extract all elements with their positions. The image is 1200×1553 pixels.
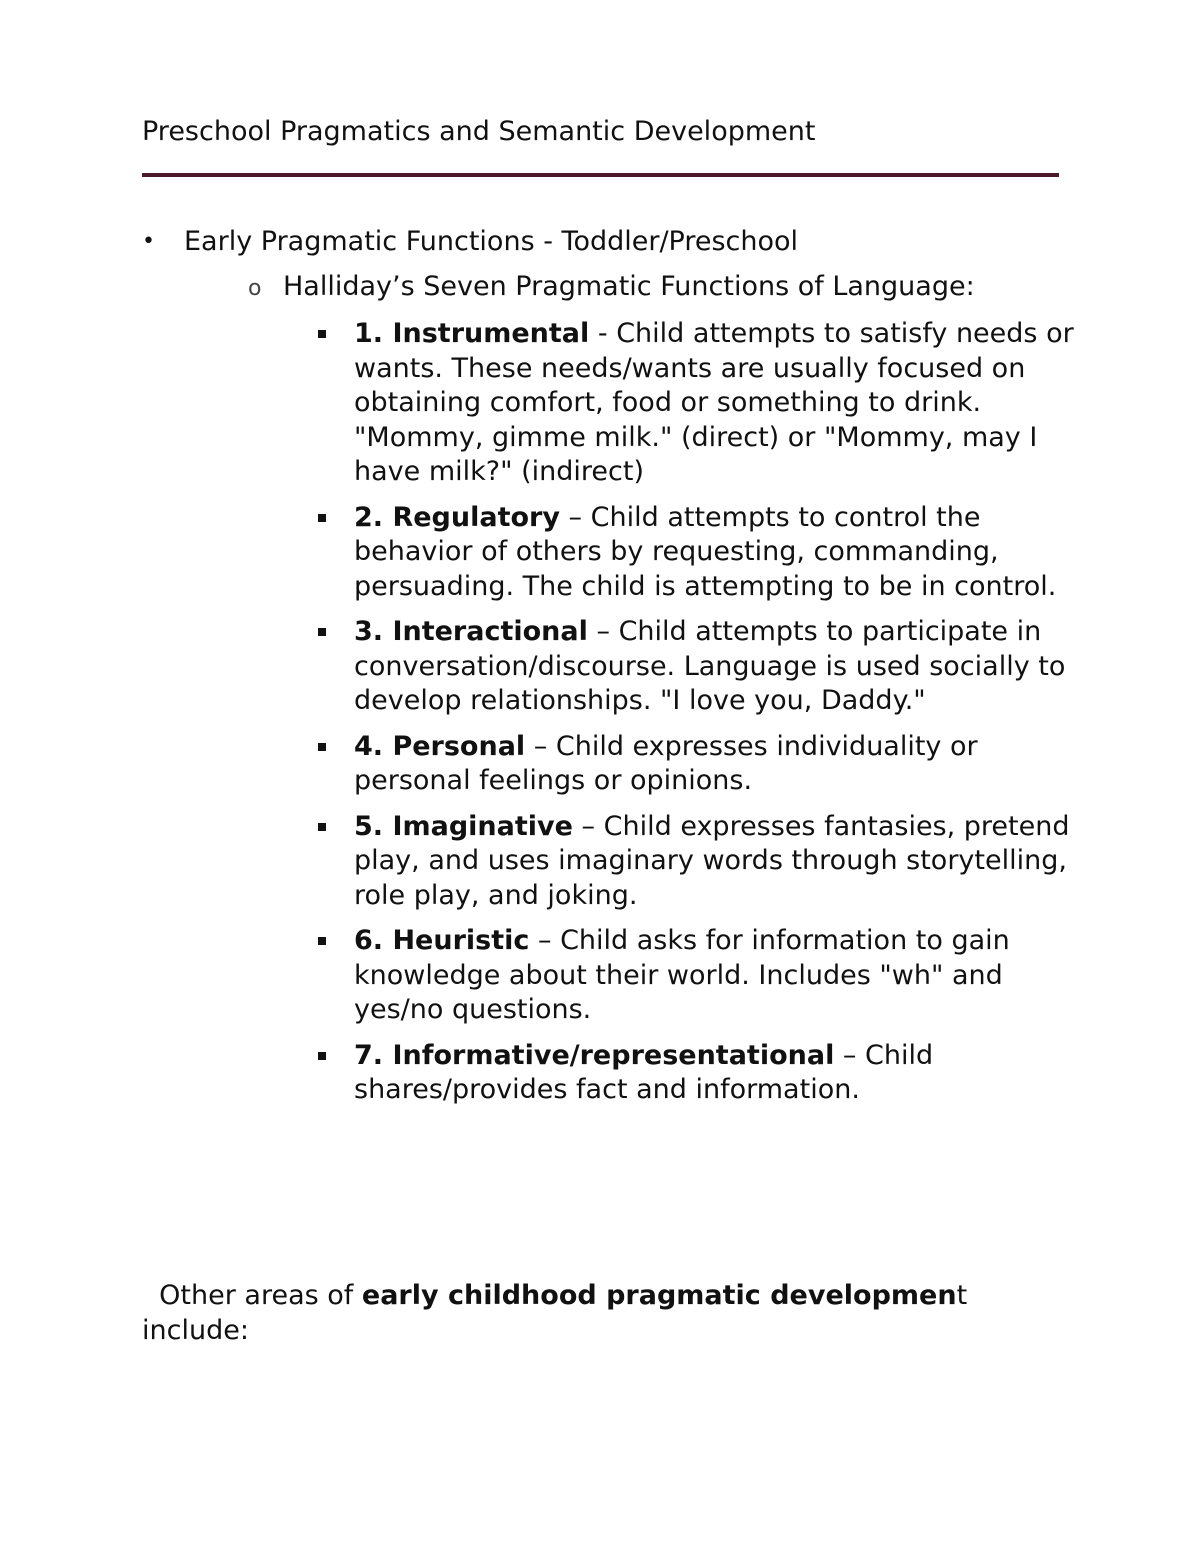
- function-description: Child attempts to control the behavior of others by requesting, commanding, persuading. The child is attempting to be in control.: [354, 501, 1057, 602]
- function-description: Child shares/provides fact and information.: [354, 1039, 934, 1105]
- closing-text-before: Other areas of: [142, 1280, 362, 1311]
- function-term: 4. Personal: [354, 730, 526, 762]
- function-term: 1. Instrumental: [354, 318, 590, 349]
- function-term: 5. Imaginative: [354, 810, 573, 842]
- pragmatic-functions-list: [318, 317, 1078, 1119]
- function-item: [318, 810, 1078, 914]
- square-bullet-icon: [318, 317, 330, 351]
- closing-paragraph: [142, 1279, 1072, 1348]
- function-separator: –: [525, 730, 556, 762]
- function-item: [318, 1039, 1078, 1108]
- function-description: Child attempts to satisfy needs or wants. These needs/wants are usually focused on obtaining comfort, food or something to drink. "Mommy, gimme milk." (direct) or "Mommy, may I have milk?" (indirect): [354, 318, 1074, 487]
- function-item: [318, 317, 1078, 490]
- level1-text: Early Pragmatic Functions - Toddler/Preschool: [184, 226, 799, 257]
- function-description: Child expresses fantasies, pretend play, and uses imaginary words through storytelling, role play, and joking.: [354, 810, 1070, 911]
- function-item: [318, 730, 1078, 799]
- square-bullet-icon: [318, 615, 330, 649]
- function-separator: -: [589, 318, 617, 349]
- square-bullet-icon: [318, 924, 330, 958]
- page-title: Preschool Pragmatics and Semantic Development: [142, 116, 816, 147]
- function-item: [318, 615, 1078, 719]
- function-item: [318, 501, 1078, 605]
- closing-text-after: t include:: [142, 1280, 968, 1346]
- function-description: Child attempts to participate in conversation/discourse. Language is used socially to develop relationships. "I love you, Daddy.": [354, 616, 1066, 716]
- function-description: Child expresses individuality or personal feelings or opinions.: [354, 730, 978, 796]
- function-item: [318, 924, 1078, 1028]
- function-term: 7. Informative/representational: [354, 1039, 835, 1071]
- function-separator: –: [834, 1039, 866, 1071]
- title-divider: [142, 173, 1059, 177]
- function-term: 3. Interactional: [354, 616, 588, 647]
- function-term: 6. Heuristic: [354, 925, 530, 956]
- round-bullet-icon: •: [142, 229, 155, 254]
- function-description: Child asks for information to gain knowledge about their world. Includes "wh" and yes/no questions.: [354, 925, 1010, 1025]
- function-separator: –: [529, 925, 561, 956]
- level2-text: Halliday’s Seven Pragmatic Functions of Language:: [283, 271, 975, 302]
- function-separator: –: [587, 616, 619, 647]
- closing-text-bold: early childhood pragmatic developmen: [361, 1280, 957, 1311]
- function-separator: –: [572, 810, 604, 842]
- circle-bullet-icon: o: [248, 276, 262, 301]
- square-bullet-icon: [318, 1039, 330, 1073]
- square-bullet-icon: [318, 810, 330, 844]
- square-bullet-icon: [318, 730, 330, 764]
- function-separator: –: [559, 501, 591, 533]
- function-term: 2. Regulatory: [354, 501, 560, 533]
- square-bullet-icon: [318, 501, 330, 535]
